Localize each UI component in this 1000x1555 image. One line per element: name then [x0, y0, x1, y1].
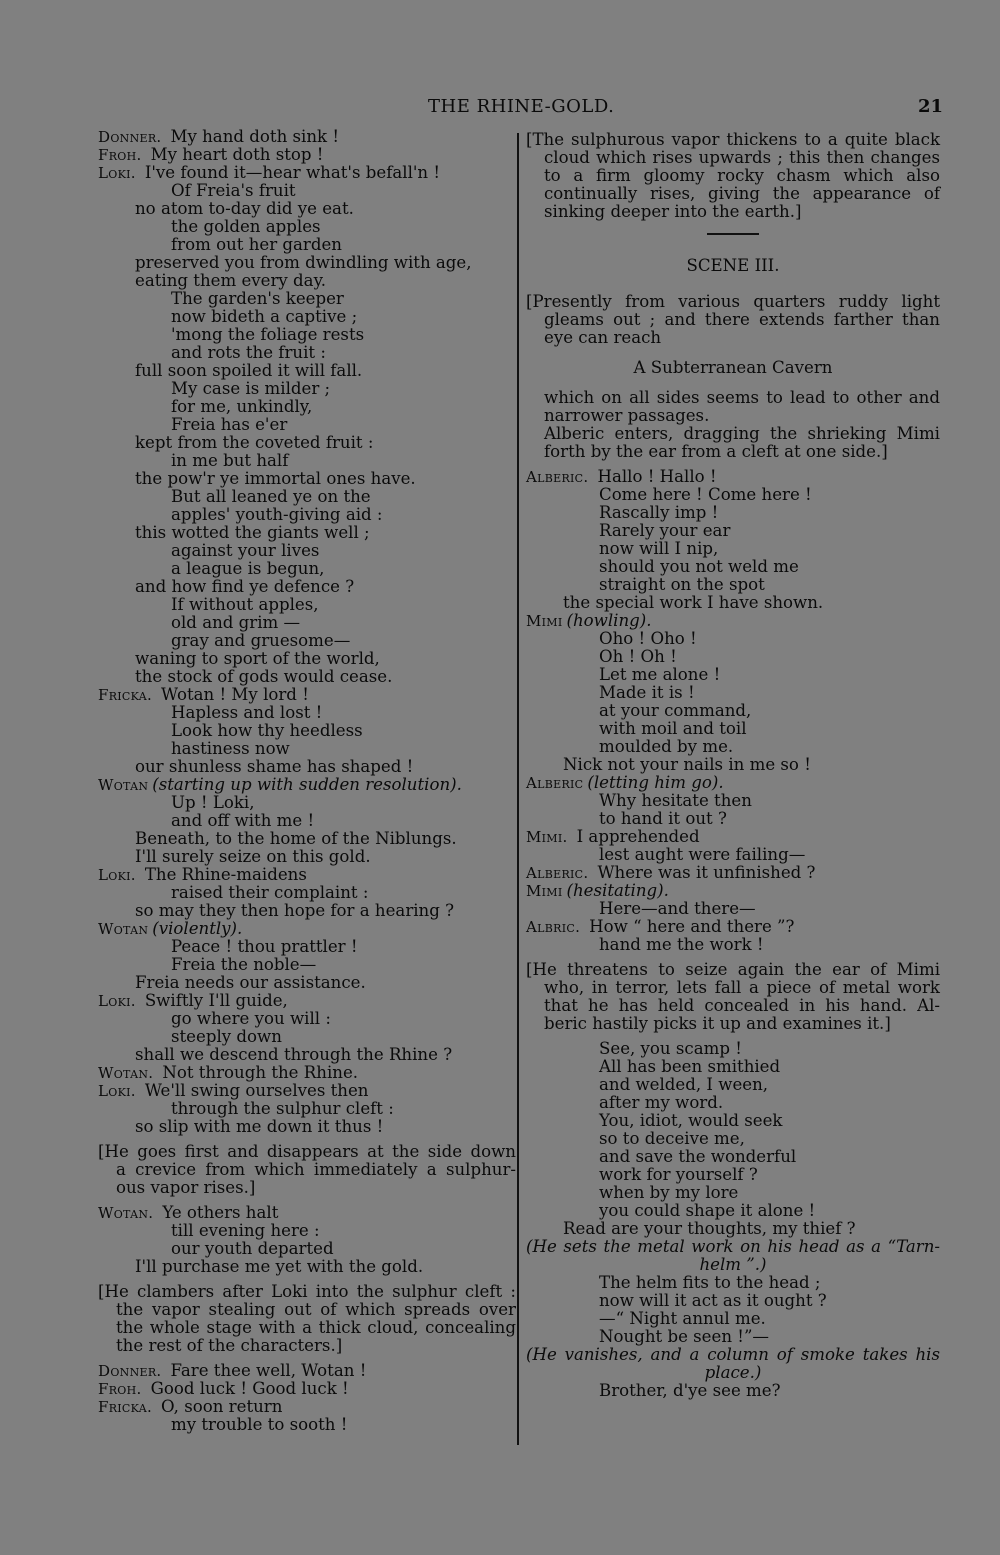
verse-line: straight on the spot — [599, 575, 765, 594]
stage-direction: (violently). — [152, 919, 243, 938]
stage-direction: (hesitating). — [566, 881, 669, 900]
dialogue-line: Froh. Good luck ! Good luck ! — [98, 1379, 349, 1398]
verse-line: Nought be seen !”— — [599, 1327, 770, 1346]
verse-line: our youth departed — [171, 1239, 334, 1258]
stage-direction: who, in terror, lets fall a piece of metal work — [544, 978, 940, 997]
verse-line: kept from the coveted fruit : — [135, 433, 374, 452]
verse-line: Freia the noble— — [171, 955, 317, 974]
verse-line: full soon spoiled it will fall. — [135, 361, 363, 380]
verse-line: with moil and toil — [599, 719, 747, 738]
stage-direction: forth by the ear from a cleft at one side.] — [544, 442, 888, 461]
speaker-name: Donner. — [98, 1362, 162, 1380]
verse-line: through the sulphur cleft : — [171, 1099, 394, 1118]
verse-line: Rarely your ear — [599, 521, 731, 540]
verse-line: Oh ! Oh ! — [599, 647, 677, 666]
section-rule — [707, 233, 759, 235]
verse-line: —“ Night annul me. — [599, 1309, 766, 1328]
verse-line: and welded, I ween, — [599, 1075, 769, 1094]
verse-line: should you not weld me — [599, 557, 799, 576]
verse-line: a league is begun, — [171, 559, 325, 578]
scene-heading: SCENE III. — [686, 256, 780, 275]
verse-line: hand me the work ! — [599, 935, 764, 954]
verse-line: Let me alone ! — [599, 665, 721, 684]
verse-line: Freia has e'er — [171, 415, 288, 434]
speaker-name: Loki. — [98, 164, 136, 182]
verse-line: after my word. — [599, 1093, 724, 1112]
stage-direction: that he has held concealed in his hand. Al- — [544, 996, 940, 1015]
verse-line: hastiness now — [171, 739, 290, 758]
verse-line: now will it act as it ought ? — [599, 1291, 827, 1310]
stage-direction: (howling). — [566, 611, 652, 630]
stage-direction: (letting him go). — [587, 773, 724, 792]
dialogue-line — [526, 882, 940, 900]
dialogue-line: Fricka. O, soon return — [98, 1397, 283, 1416]
speaker-name: Mimi — [526, 612, 563, 630]
stage-direction: ous vapor rises.] — [116, 1178, 256, 1197]
stage-direction: narrower passages. — [544, 406, 710, 425]
verse-line: The garden's keeper — [171, 289, 344, 308]
stage-direction: cloud which rises upwards ; this then changes — [544, 148, 940, 167]
verse-line: Freia needs our assistance. — [135, 973, 366, 992]
verse-line: Up ! Loki, — [171, 793, 255, 812]
verse-line: Beneath, to the home of the Niblungs. — [135, 829, 457, 848]
speaker-name: Froh. — [98, 1380, 142, 1398]
verse-line: no atom to-day did ye eat. — [135, 199, 354, 218]
stage-direction: continually rises, giving the appearance of — [544, 184, 940, 203]
stage-direction: the vapor stealing out of which spreads over — [116, 1300, 516, 1319]
speaker-name: Wotan — [98, 920, 149, 938]
verse-line: at your command, — [599, 701, 752, 720]
verse-line: our shunless shame has shaped ! — [135, 757, 414, 776]
stage-direction: gleams out ; and there extends farther than — [544, 310, 940, 329]
column-divider — [517, 133, 519, 1445]
right-column — [526, 131, 940, 1400]
stage-direction: helm ”.) — [699, 1255, 767, 1274]
verse-line: raised their complaint : — [171, 883, 369, 902]
verse-line: and save the wonderful — [599, 1147, 797, 1166]
verse-line: the pow'r ye immortal ones have. — [135, 469, 416, 488]
verse-line: to hand it out ? — [599, 809, 727, 828]
dialogue-line: Loki. I've found it—hear what's befall'n ! — [98, 163, 441, 182]
speaker-name: Loki. — [98, 1082, 136, 1100]
verse-line: The helm fits to the head ; — [599, 1273, 821, 1292]
dialogue-line: Mimi. I apprehended — [526, 827, 700, 846]
speaker-name: Fricka. — [98, 1398, 153, 1416]
verse-line: and rots the fruit : — [171, 343, 326, 362]
verse-line: Peace ! thou prattler ! — [171, 937, 358, 956]
verse-line: from out her garden — [171, 235, 342, 254]
dialogue-line: Wotan. Not through the Rhine. — [98, 1063, 359, 1082]
verse-line: against your lives — [171, 541, 320, 560]
verse-line: now will I nip, — [599, 539, 719, 558]
verse-line: waning to sport of the world, — [135, 649, 380, 668]
dialogue-line: Froh. My heart doth stop ! — [98, 145, 324, 164]
verse-line: my trouble to sooth ! — [171, 1415, 348, 1434]
verse-line: I'll purchase me yet with the gold. — [135, 1257, 424, 1276]
verse-line: Why hesitate then — [599, 791, 752, 810]
stage-direction: [Presently from various quarters ruddy light — [526, 292, 940, 311]
verse-line: Hapless and lost ! — [171, 703, 323, 722]
verse-line: and how find ye defence ? — [135, 577, 355, 596]
verse-line: eating them every day. — [135, 271, 327, 290]
stage-direction: [The sulphurous vapor thickens to a quite black — [526, 130, 940, 149]
stage-direction: (He sets the metal work on his head as a “Tarn- — [526, 1237, 940, 1256]
speaker-name: Mimi. — [526, 828, 568, 846]
dialogue-line: Donner. Fare thee well, Wotan ! — [98, 1361, 367, 1380]
verse-line: and off with me ! — [171, 811, 315, 830]
verse-line: Rascally imp ! — [599, 503, 719, 522]
speaker-name: Donner. — [98, 128, 162, 146]
verse-line: My case is milder ; — [171, 379, 331, 398]
verse-line: 'mong the foliage rests — [171, 325, 365, 344]
dialogue-line: Loki. Swiftly I'll guide, — [98, 991, 288, 1010]
stage-direction: to a firm gloomy rocky chasm which also — [544, 166, 940, 185]
stage-direction: (starting up with sudden resolution). — [152, 775, 462, 794]
speaker-name: Alberic. — [526, 468, 589, 486]
verse-line: old and grim — — [171, 613, 301, 632]
verse-line: shall we descend through the Rhine ? — [135, 1045, 453, 1064]
stage-direction: which on all sides seems to lead to other and — [544, 388, 940, 407]
verse-line: Read are your thoughts, my thief ? — [563, 1219, 856, 1238]
stage-direction: beric hastily picks it up and examines it.] — [544, 1014, 891, 1033]
dialogue-line: Alberic. Where was it unfinished ? — [526, 863, 816, 882]
stage-direction: (He vanishes, and a column of smoke takes his — [526, 1345, 940, 1364]
verse-line: Nick not your nails in me so ! — [563, 755, 811, 774]
speaker-name: Wotan. — [98, 1204, 154, 1222]
verse-line: the special work I have shown. — [563, 593, 824, 612]
verse-line: preserved you from dwindling with age, — [135, 253, 472, 272]
verse-line: this wotted the giants well ; — [135, 523, 370, 542]
stage-direction: [He clambers after Loki into the sulphur cleft : — [98, 1282, 516, 1301]
setting-title: A Subterranean Cavern — [633, 358, 833, 377]
speaker-name: Alberic — [526, 774, 584, 792]
verse-line: Of Freia's fruit — [171, 181, 296, 200]
speaker-name: Albric. — [526, 918, 581, 936]
running-title: THE RHINE-GOLD. — [428, 96, 615, 117]
verse-line: now bideth a captive ; — [171, 307, 358, 326]
dialogue-line: Loki. We'll swing ourselves then — [98, 1081, 369, 1100]
verse-line: go where you will : — [171, 1009, 331, 1028]
dialogue-line: Loki. The Rhine-maidens — [98, 865, 307, 884]
dialogue-line: Alberic. Hallo ! Hallo ! — [526, 467, 717, 486]
verse-line: If without apples, — [171, 595, 319, 614]
verse-line: work for yourself ? — [599, 1165, 758, 1184]
stage-direction: [He goes first and disappears at the side down — [98, 1142, 516, 1161]
verse-line: Made it is ! — [599, 683, 695, 702]
verse-line: in me but half — [171, 451, 289, 470]
speaker-name: Loki. — [98, 992, 136, 1010]
stage-direction: eye can reach — [544, 328, 662, 347]
speaker-name: Alberic. — [526, 864, 589, 882]
stage-direction: Alberic enters, dragging the shrieking Mimi — [544, 424, 940, 443]
verse-line: You, idiot, would seek — [599, 1111, 783, 1130]
stage-direction: place.) — [704, 1363, 762, 1382]
verse-line: the golden apples — [171, 217, 321, 236]
verse-line: Here—and there— — [599, 899, 756, 918]
verse-line: apples' youth-giving aid : — [171, 505, 383, 524]
speaker-name: Wotan — [98, 776, 149, 794]
speaker-name: Loki. — [98, 866, 136, 884]
verse-line: you could shape it alone ! — [599, 1201, 816, 1220]
dialogue-line: Wotan. Ye others halt — [98, 1203, 279, 1222]
dialogue-line — [526, 612, 940, 630]
dialogue-line: Donner. My hand doth sink ! — [98, 127, 340, 146]
verse-line: lest aught were failing— — [599, 845, 806, 864]
speaker-name: Froh. — [98, 146, 142, 164]
verse-line: But all leaned ye on the — [171, 487, 371, 506]
verse-line: See, you scamp ! — [599, 1039, 742, 1058]
page-number: 21 — [918, 96, 944, 117]
dialogue-line — [526, 774, 940, 792]
stage-direction: the whole stage with a thick cloud, concealing — [116, 1318, 516, 1337]
speaker-name: Wotan. — [98, 1064, 154, 1082]
stage-direction: the rest of the characters.] — [116, 1336, 343, 1355]
verse-line: gray and gruesome— — [171, 631, 351, 650]
dialogue-line: Albric. How “ here and there ”? — [526, 917, 795, 936]
verse-line: Oho ! Oho ! — [599, 629, 697, 648]
stage-direction: [He threatens to seize again the ear of Mimi — [526, 960, 940, 979]
verse-line: till evening here : — [171, 1221, 320, 1240]
dialogue-line — [98, 920, 516, 938]
speaker-name: Mimi — [526, 882, 563, 900]
stage-direction: sinking deeper into the earth.] — [544, 202, 802, 221]
verse-line: so slip with me down it thus ! — [135, 1117, 384, 1136]
speaker-name: Fricka. — [98, 686, 153, 704]
verse-line: Brother, d'ye see me? — [599, 1381, 781, 1400]
verse-line: so to deceive me, — [599, 1129, 745, 1148]
verse-line: I'll surely seize on this gold. — [135, 847, 371, 866]
verse-line: when by my lore — [599, 1183, 739, 1202]
verse-line: the stock of gods would cease. — [135, 667, 393, 686]
verse-line: All has been smithied — [599, 1057, 781, 1076]
verse-line: Look how thy heedless — [171, 721, 363, 740]
dialogue-line: Fricka. Wotan ! My lord ! — [98, 685, 309, 704]
verse-line: steeply down — [171, 1027, 282, 1046]
verse-line: so may they then hope for a hearing ? — [135, 901, 455, 920]
verse-line: for me, unkindly, — [171, 397, 313, 416]
dialogue-line — [98, 776, 516, 794]
left-column — [98, 128, 516, 1434]
stage-direction: a crevice from which immediately a sulphur- — [116, 1160, 516, 1179]
verse-line: Come here ! Come here ! — [599, 485, 812, 504]
verse-line: moulded by me. — [599, 737, 734, 756]
